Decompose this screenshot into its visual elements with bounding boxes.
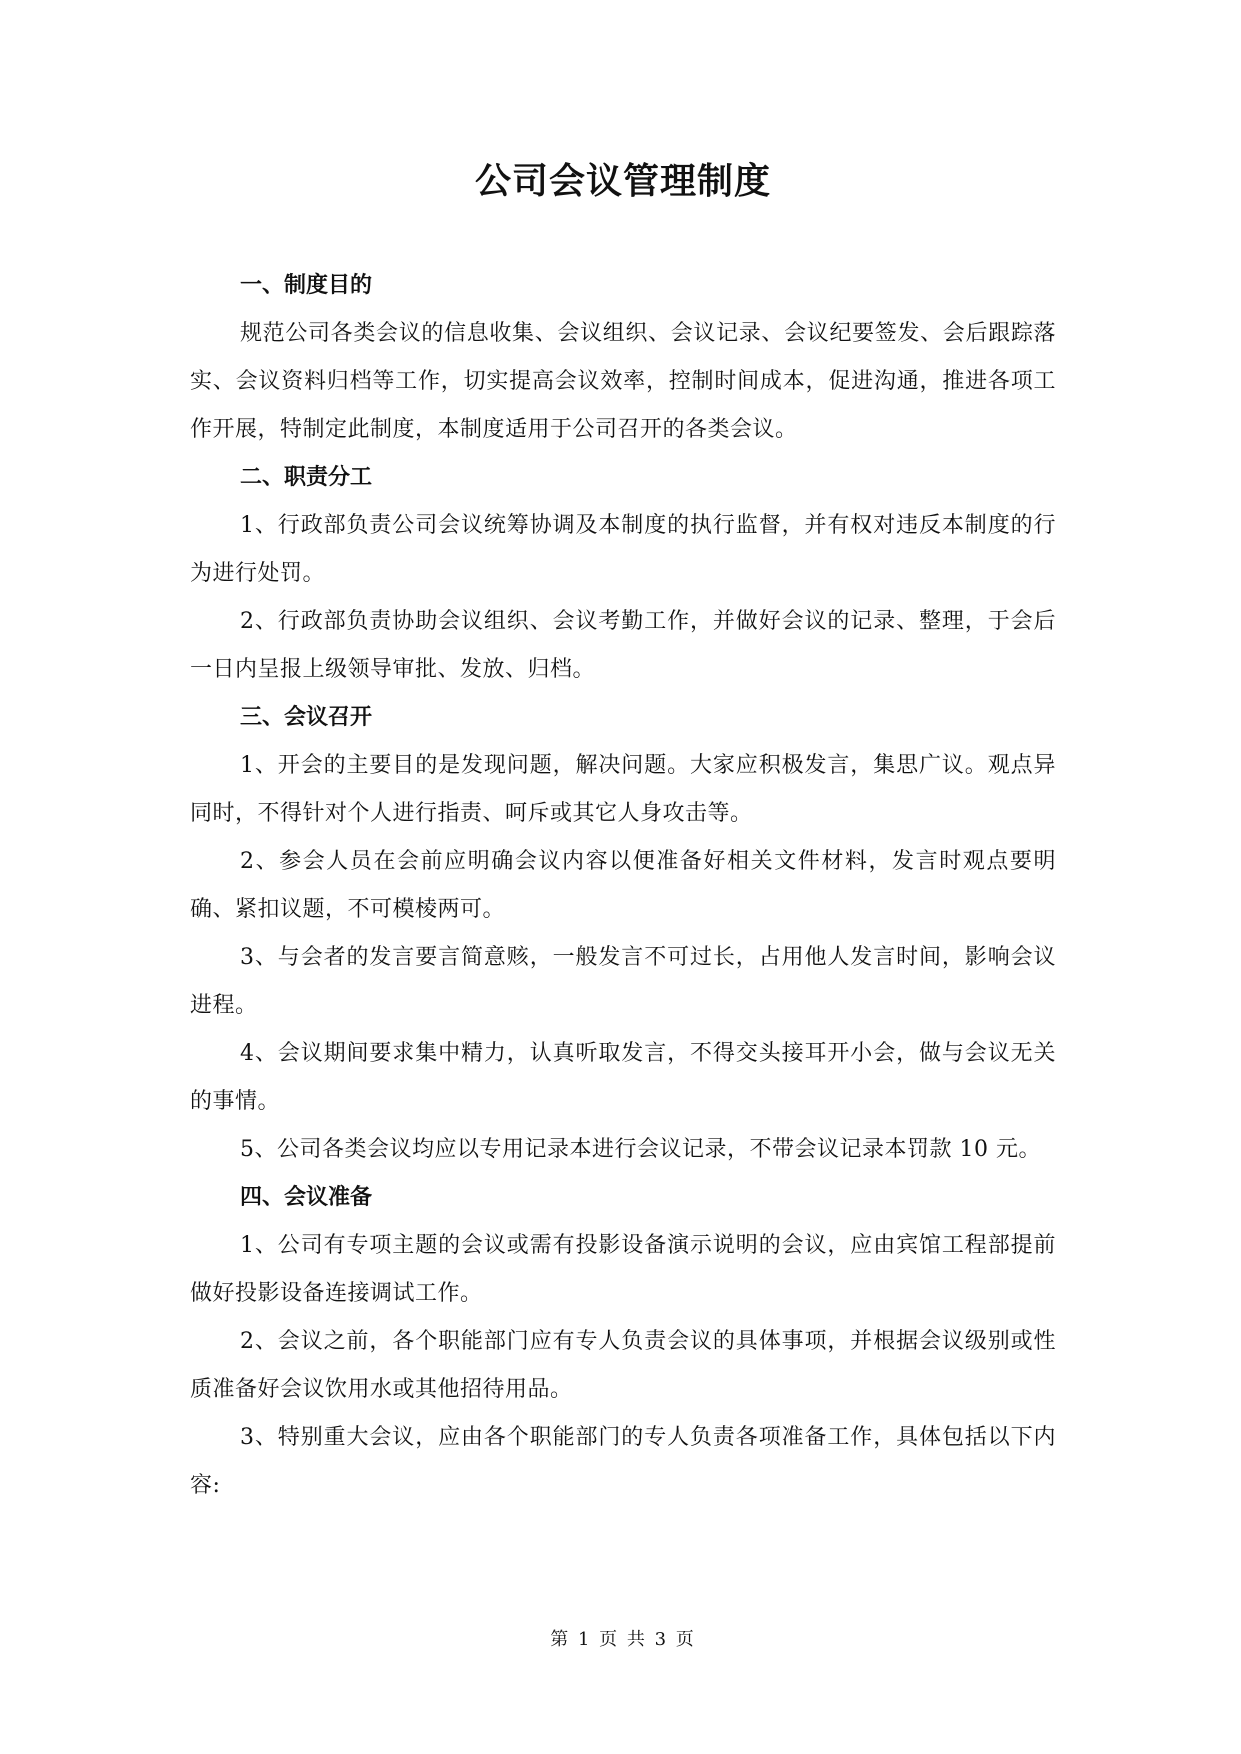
paragraph: 规范公司各类会议的信息收集、会议组织、会议记录、会议纪要签发、会后跟踪落实、会议资料归档等工作，切实提高会议效率，控制时间成本，促进沟通，推进各项工作开展，特制定此制度，本制度适用于公司召开的各类会议。 xyxy=(190,321,1056,442)
section-responsibilities xyxy=(190,454,1056,694)
section-heading: 三、会议召开 xyxy=(240,705,373,730)
paragraph: 4、会议期间要求集中精力，认真听取发言，不得交头接耳开小会，做与会议无关的事情。 xyxy=(190,1041,1056,1114)
page-number-footer: 第 1 页 共 3 页 xyxy=(550,1629,696,1650)
paragraph: 5、公司各类会议均应以专用记录本进行会议记录，不带会议记录本罚款 10 元。 xyxy=(240,1137,1041,1162)
paragraph: 2、行政部负责协助会议组织、会议考勤工作，并做好会议的记录、整理，于会后一日内呈报上级领导审批、发放、归档。 xyxy=(190,609,1056,682)
paragraph: 1、行政部负责公司会议统筹协调及本制度的执行监督，并有权对违反本制度的行为进行处罚。 xyxy=(190,513,1056,586)
document-title: 公司会议管理制度 xyxy=(474,161,771,202)
section-meeting-conduct xyxy=(190,694,1056,1174)
document-body xyxy=(190,262,1056,1510)
paragraph: 1、开会的主要目的是发现问题，解决问题。大家应积极发言，集思广议。观点异同时，不得针对个人进行指责、呵斥或其它人身攻击等。 xyxy=(190,753,1056,826)
section-purpose xyxy=(190,262,1056,454)
section-meeting-preparation xyxy=(190,1174,1056,1510)
document-page xyxy=(190,0,1056,1754)
paragraph: 1、公司有专项主题的会议或需有投影设备演示说明的会议，应由宾馆工程部提前做好投影设备连接调试工作。 xyxy=(190,1233,1056,1306)
paragraph: 2、会议之前，各个职能部门应有专人负责会议的具体事项，并根据会议级别或性质准备好会议饮用水或其他招待用品。 xyxy=(190,1329,1056,1402)
paragraph: 2、参会人员在会前应明确会议内容以便准备好相关文件材料，发言时观点要明确、紧扣议题，不可模棱两可。 xyxy=(190,849,1056,922)
section-heading: 一、制度目的 xyxy=(240,273,373,298)
section-heading: 四、会议准备 xyxy=(240,1185,373,1210)
section-heading: 二、职责分工 xyxy=(240,465,373,490)
paragraph: 3、特别重大会议，应由各个职能部门的专人负责各项准备工作，具体包括以下内容: xyxy=(190,1425,1056,1498)
paragraph: 3、与会者的发言要言简意赅，一般发言不可过长，占用他人发言时间，影响会议进程。 xyxy=(190,945,1056,1018)
